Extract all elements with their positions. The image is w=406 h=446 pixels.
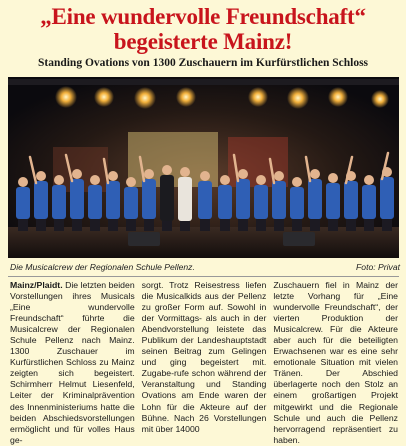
headline bbox=[0, 4, 406, 54]
headline-line-1: „Eine wundervolle Freundschaft“ bbox=[40, 4, 366, 29]
photo-caption: Die Musicalcrew der Regionalen Schule Pellenz. bbox=[10, 262, 195, 272]
divider bbox=[8, 276, 399, 277]
article-column-3: Zuschauern fiel in Mainz der letzte Vorhang für „Eine wundervolle Freundschaft“, der vierten Produktion der Musicalcrew. Für die Akteure aber auch für die beteiligten Erwachsenen war es eine sehr emotionale Situation mit vielen Tränen. Der Abschied überlagerte noch den Stolz an einem großartigen Projekt mitgewirkt und die Regionale Schule und auch die Pellenz hervorragend repräsentiert zu haben. bbox=[273, 280, 399, 445]
article-body bbox=[10, 280, 399, 445]
photo-credit: Foto: Privat bbox=[356, 262, 400, 272]
dateline: Mainz/Plaidt. bbox=[10, 280, 63, 290]
article-column-2: sorgt. Trotz Reisestress liefen die Musicalkids aus der Pellenz zu großer Form auf. Sowohl in der Vormittags- als auch in der Abendvorstellung leistete das Publikum der Landeshauptstadt seinen Beitrag zum Gelingen und ging begeistert mit. Zugabe-rufe schon während der Veranstaltung und Standing Ovations am Ende waren der Lohn für die Akteure auf der Bühne. Nach 26 Vorstellungen mit über 14000 bbox=[141, 280, 267, 434]
subheadline: Standing Ovations von 1300 Zuschauern im Kurfürstlichen Schloss bbox=[37, 57, 369, 69]
performers bbox=[16, 177, 394, 219]
photo-caption-row bbox=[10, 262, 400, 272]
headline-line-2: begeisterte Mainz! bbox=[113, 29, 293, 54]
article-column-1 bbox=[10, 280, 135, 445]
stage-photo bbox=[8, 77, 399, 258]
column-1-text: Die letzten beiden Vorstellungen ihres Musicals „Eine wundervolle Freundschaft“ führte die Musicalcrew der Regionalen Schule Pellenz nach Mainz. 1300 Zuschauer im Kurfürstlichen Schloss zu Mainz zeigten sich begeistert. Schirmherr Helmut Liesenfeld, Leiter der Kriminalprävention des Innenministeriums hatte die beiden Abschiedsvorstellungen ermöglicht und für volles Haus ge- bbox=[10, 280, 135, 445]
